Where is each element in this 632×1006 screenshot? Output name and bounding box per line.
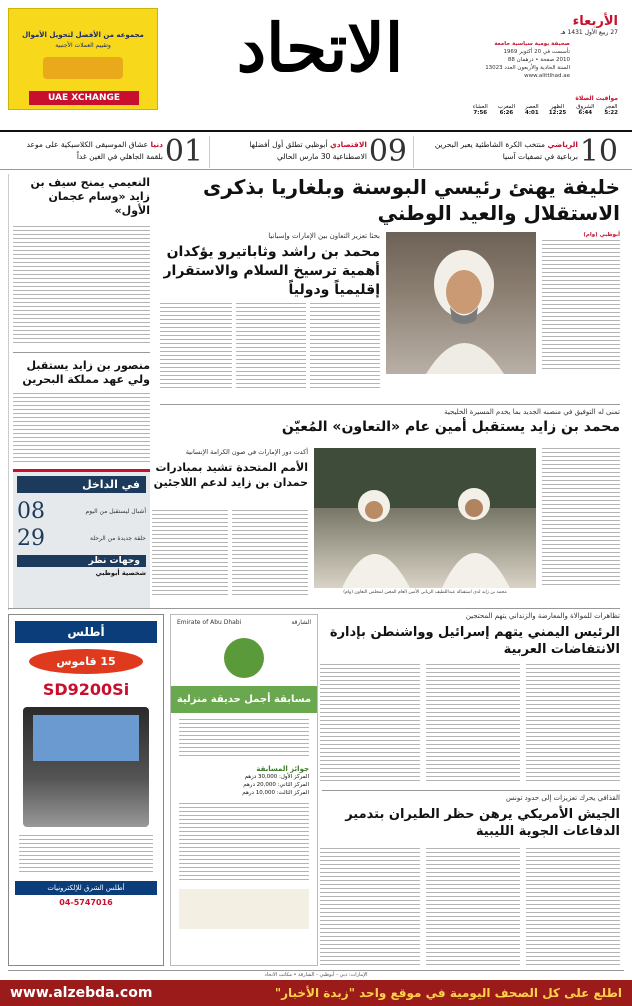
story3-text-b xyxy=(152,510,228,598)
story5-headline[interactable]: الجيش الأمريكي يرهن حظر الطيران بتدمير الدفاعات الجوية الليبية xyxy=(345,807,620,839)
prayer-time xyxy=(604,104,618,116)
lead-text-col-1 xyxy=(542,232,620,372)
story2-text xyxy=(542,448,620,588)
sidebar xyxy=(8,174,154,610)
prayer-name: الفجر xyxy=(604,104,618,110)
footer-strip: الإمارات: دبي - أبوظبي - الشارقة • مكاتب الاتحاد xyxy=(8,970,624,979)
prayer-time xyxy=(525,104,539,116)
story4-kicker: تظاهرات للموالاة والمعارضة والزنداني يتهم المحتجين xyxy=(465,612,620,620)
ad-brand: UAE XCHANGE xyxy=(29,91,139,105)
story5-text-a xyxy=(526,848,620,966)
story5-text-b xyxy=(426,848,520,966)
atlas-offer: 15 قاموس xyxy=(29,649,143,674)
teaser-text: عشاق الموسيقى الكلاسيكية على موعد بلقمة الجاهلي في الغين غداً xyxy=(26,140,163,161)
hijri-date: 27 ربيع الأول 1431 هـ xyxy=(560,29,618,36)
lead-sub-text-b xyxy=(236,303,306,391)
edition-type: صحيفة يومية سياسية جامعة xyxy=(494,41,570,47)
prayer-name: الشروق xyxy=(576,104,595,110)
inside-title: في الداخل xyxy=(17,476,146,493)
prayer-time xyxy=(498,104,515,116)
story4-text-a xyxy=(526,664,620,782)
inside-footer: وجهات نظر xyxy=(17,555,146,567)
pages-price: 2010 صفحة • درهمان 88 xyxy=(507,57,570,63)
prayer-name: الظهر xyxy=(550,104,565,110)
inside-item-text: حلقة جديدة من الرحلة xyxy=(90,535,146,542)
banner-text: اطلع على كل الصحف اليومية في موقع واحد "زبدة الأخبار" xyxy=(274,986,622,1000)
lead-photo xyxy=(386,232,536,374)
lead-headline[interactable]: خليفة يهنئ رئيسي البوسنة وبلغاريا بذكرى الاستقلال والعيد الوطني xyxy=(203,175,620,225)
ad-org-2: Emirate of Abu Dhabi xyxy=(177,619,242,626)
inside-item[interactable] xyxy=(17,526,146,551)
atlas-ad[interactable] xyxy=(8,614,164,966)
prayer-row xyxy=(400,104,618,116)
prayer-clock: 7:56 xyxy=(473,110,488,116)
inside-box xyxy=(13,469,150,609)
teaser-number: 10 xyxy=(579,134,618,169)
prayer-name: العشاء xyxy=(472,104,488,110)
site-url[interactable]: www.alittihad.ae xyxy=(524,73,570,79)
lead-dateline: أبوظبي (وام) xyxy=(583,232,620,238)
ad-prize: المركز الثاني: 20,000 درهم xyxy=(243,782,309,788)
lead-sub-text-a xyxy=(310,303,380,391)
story5-text-c xyxy=(320,848,420,966)
edition-info xyxy=(468,14,618,36)
story3-headline[interactable]: الأمم المتحدة تشيد بمبادرات حمدان بن زايد لدعم اللاجئين xyxy=(153,461,308,489)
teaser-text: أبوظبي تطلق أول أفضلها الاصطناعية 30 مارس الحالي xyxy=(249,140,367,161)
teaser-section: الاقتصادي xyxy=(329,140,367,149)
story4-headline[interactable]: الرئيس اليمني يتهم إسرائيل وواشنطن بإدارة الانتفاضات العربية xyxy=(329,625,620,657)
story4-text-b xyxy=(426,664,520,782)
story4-text-c xyxy=(320,664,420,782)
lead-sub-headline[interactable]: محمد بن راشد وثاباتيرو يؤكدان أهمية ترسيخ السلام والاستقرار إقليمياً ودولياً xyxy=(163,244,380,298)
teaser-section: دنيا xyxy=(150,140,163,149)
side1-headline[interactable]: النعيمي يمنح سيف بن زايد «وسام عجمان الأول» xyxy=(30,176,150,217)
ad-prize: المركز الأول: 30,000 درهم xyxy=(244,774,309,780)
story3-kicker: أكدت دور الإمارات في صون الكرامة الإنسانية xyxy=(185,448,308,456)
portrait-illustration xyxy=(386,232,536,374)
ad-banner: مسابقة أجمل حديقة منزلية xyxy=(171,686,317,713)
day-label: الأربعاء xyxy=(572,14,618,29)
prayer-time xyxy=(473,104,488,116)
prayer-clock: 6:26 xyxy=(499,110,514,116)
prayer-name: المغرب xyxy=(497,104,516,110)
inside-item-num: 08 xyxy=(17,499,45,524)
ad-line-1: مجموعه من الأفضل لتحويل الأموال xyxy=(22,31,144,39)
ad-org-1: الشارقة xyxy=(291,619,311,626)
inside-item[interactable] xyxy=(17,499,146,524)
teaser-economy[interactable] xyxy=(214,136,414,168)
prayer-times xyxy=(400,95,618,116)
ad-pills xyxy=(43,57,123,79)
prayer-clock: 5:22 xyxy=(604,110,618,116)
lead-sub-text-c xyxy=(160,303,232,391)
atlas-phone: 04-5747016 xyxy=(59,898,113,907)
teaser-sport[interactable] xyxy=(418,136,618,168)
banner-url[interactable]: www.alzebda.com xyxy=(10,985,153,1001)
prayer-name: العصر xyxy=(525,104,539,110)
ad-prize: المركز الثالث: 10,000 درهم xyxy=(242,790,309,796)
story2-kicker: تمنى له التوفيق في منصبه الجديد بما يخدم المسيرة الخليجية xyxy=(444,408,620,416)
atlas-footer: أطلس الشرق للإلكترونيات xyxy=(15,881,157,895)
ad-line-2: وتقييم العملات الأجنبية xyxy=(55,42,111,49)
prayer-time xyxy=(576,104,594,116)
teaser-text: منتخب الكرة الشاطئية يعبر البحرين برباعية في تصفيات آسيا xyxy=(434,140,578,161)
atlas-model: SD9200Si xyxy=(42,680,130,699)
edition-meta xyxy=(440,40,570,80)
volume: السنة الحادية والأربعون العدد 13023 xyxy=(485,65,570,71)
teaser-section: الرياضي xyxy=(547,140,578,149)
lead-sub-kicker: بحثا تعزيز التعاون بين الإمارات وإسبانيا xyxy=(268,232,380,240)
logo: الاتحاد xyxy=(236,9,404,87)
ad-prizes-title: جوائز المسابقة xyxy=(256,765,309,773)
device-illustration xyxy=(23,707,149,827)
teaser-row xyxy=(0,130,632,170)
story2-photo xyxy=(314,448,536,588)
ad-org-row xyxy=(171,615,317,630)
prayer-clock: 6:44 xyxy=(578,110,593,116)
garden-contest-ad[interactable] xyxy=(170,614,318,966)
inside-footer-sub: شخصية أبوظبي xyxy=(95,569,146,577)
atlas-brand: أطلس xyxy=(15,621,157,643)
story2-caption: محمد بن زايد لدى استقباله عبداللطيف الزياني الأمين العام المعين لمجلس التعاون (وام) xyxy=(343,590,507,595)
teaser-number: 01 xyxy=(164,134,203,169)
ad-logo xyxy=(224,638,264,678)
meeting-illustration xyxy=(314,448,536,588)
footer-banner[interactable] xyxy=(0,980,632,1006)
teaser-dunya[interactable] xyxy=(14,136,210,168)
prayer-title: مواقيت الصلاة xyxy=(575,95,618,102)
teaser-number: 09 xyxy=(368,134,407,169)
inside-item-text: أشبال ليستقبل من اليوم xyxy=(85,508,146,515)
prayer-clock: 4:01 xyxy=(525,110,539,116)
prayer-clock: 12:25 xyxy=(548,110,567,116)
masthead xyxy=(0,0,632,128)
uaexchange-ad[interactable] xyxy=(8,8,158,110)
inside-item-num: 29 xyxy=(17,526,45,551)
founded: تأسست في 20 أكتوبر 1969 xyxy=(503,49,570,55)
story5-kicker: القذافي يحرك تعزيزات إلى حدود تونس xyxy=(505,794,620,802)
story2-headline[interactable]: محمد بن زايد يستقبل أمين عام «التعاون» المُعيّن xyxy=(281,419,620,435)
side2-headline[interactable]: منصور بن زايد يستقبل ولي عهد مملكة البحرين xyxy=(22,359,150,386)
prayer-time xyxy=(549,104,567,116)
story3-text-a xyxy=(232,510,308,598)
